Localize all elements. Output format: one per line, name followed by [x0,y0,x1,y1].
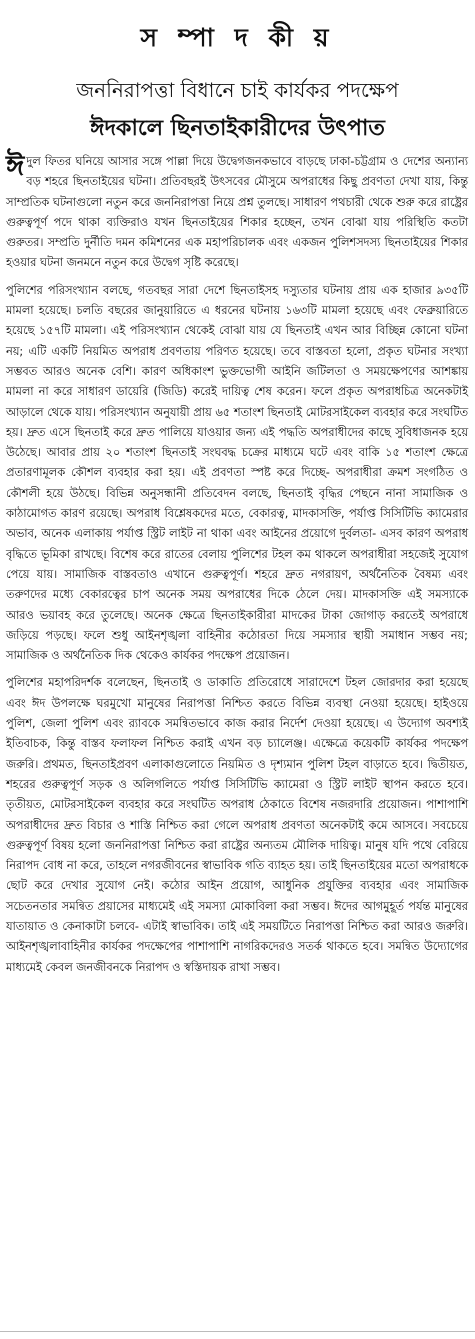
article-body [6,149,468,978]
article-paragraph: ঈদুল ফিতর ঘনিয়ে আসার সঙ্গে পাল্লা দিয়ে উদ্বেগজনকভাবে বাড়ছে ঢাকা-চট্টগ্রাম ও দেশের অন্যান্য বড় শহরে ছিনতাইয়ের ঘটনা। প্রতিবছরই উৎসবের মৌসুমে অপরাধের কিছু প্রবণতা দেখা যায়, কিন্তু সাম্প্রতিক ঘটনাগুলো নতুন করে জননিরাপত্তা নিয়ে প্রশ্ন তুলছে। সাধারণ পথচারী থেকে শুরু করে রাষ্ট্রের গুরুত্বপূর্ণ পদে থাকা ব্যক্তিরাও যখন ছিনতাইয়ের শিকার হচ্ছেন, তখন বোঝা যায় পরিস্থিতি কতটা গুরুতর। সম্প্রতি দুর্নীতি দমন কমিশনের এক মহাপরিচালক এবং একজন পুলিশসদস্য ছিনতাইয়ের শিকার হওয়ার ঘটনা জনমনে নতুন করে উদ্বেগ সৃষ্টি করেছে। [6,149,468,270]
subheadline: ঈদকালে ছিনতাইকারীদের উৎপাত [90,116,385,141]
bottom-divider [0,1331,475,1332]
section-label: স ম্পা দ কী য় [140,23,335,52]
headline: জননিরাপত্তা বিধানে চাই কার্যকর পদক্ষেপ [76,78,399,102]
article-paragraph: পুলিশের মহাপরিদর্শক বলেছেন, ছিনতাই ও ডাকাতি প্রতিরোধে সারাদেশে টহল জোরদার করা হয়েছে এবং ঈদ উপলক্ষে ঘরমুখো মানুষের নিরাপত্তা নিশ্চিত করতে বিভিন্ন ব্যবস্থা নেওয়া হয়েছে। হাইওয়ে পুলিশ, জেলা পুলিশ এবং র‌্যাবকে সমন্বিতভাবে কাজ করার নির্দেশ দেওয়া হয়েছে। এ উদ্যোগ অবশ্যই ইতিবাচক, কিন্তু বাস্তব ফলাফল নিশ্চিত করাই এখন বড় চ্যালেঞ্জ। এক্ষেত্রে কয়েকটি কার্যকর পদক্ষেপ জরুরি। প্রথমত, ছিনতাইপ্রবণ এলাকাগুলোতে নিয়মিত ও দৃশ্যমান পুলিশ টহল বাড়াতে হবে। দ্বিতীয়ত, শহরের গুরুত্বপূর্ণ সড়ক ও অলিগলিতে পর্যাপ্ত সিসিটিভি ক্যামেরা ও স্ট্রিট লাইট স্থাপন করতে হবে। তৃতীয়ত, মোটরসাইকেল ব্যবহার করে সংঘটিত অপরাধ ঠেকাতে বিশেষ নজরদারি প্রয়োজন। পাশাপাশি অপরাধীদের দ্রুত বিচার ও শাস্তি নিশ্চিত করা গেলে অপরাধ প্রবণতা অনেকটাই কমে আসবে। সবচেয়ে গুরুত্বপূর্ণ বিষয় হলো জননিরাপত্তা নিশ্চিত করা রাষ্ট্রের অন্যতম মৌলিক দায়িত্ব। মানুষ যদি পথে বেরিয়ে নিরাপদ বোধ না করে, তাহলে নগরজীবনের স্বাভাবিক গতি ব্যাহত হয়। তাই ছিনতাইয়ের মতো অপরাধকে ছোট করে দেখার সুযোগ নেই। কঠোর আইন প্রয়োগ, আধুনিক প্রযুক্তির ব্যবহার এবং সামাজিক সচেতনতার সমন্বিত প্রয়াসের মাধ্যমেই এই সমস্যা মোকাবিলা করা সম্ভব। ঈদের আগমুহূর্ত পর্যন্ত মানুষের যাতায়াত ও কেনাকাটা চলবে- এটাই স্বাভাবিক। তাই এই সময়টিতে নিরাপত্তা নিশ্চিত করা আরও জরুরি। আইনশৃঙ্খলাবাহিনীর কার্যকর পদক্ষেপের পাশাপাশি নাগরিকদেরও সতর্ক থাকতে হবে। সমন্বিত উদ্যোগের মাধ্যমেই কেবল জনজীবনকে নিরাপদ ও স্বস্তিদায়ক রাখা সম্ভব। [6,676,468,974]
article-paragraph: পুলিশের পরিসংখ্যান বলছে, গতবছর সারা দেশে ছিনতাইসহ দস্যুতার ঘটনায় প্রায় এক হাজার ৯৩৫টি মামলা হয়েছে। চলতি বছরের জানুয়ারিতে এ ধরনের ঘটনায় ১৬৩টি মামলা হয়েছে এবং ফেব্রুয়ারিতে হয়েছে ১৫৭টি মামলা। এই পরিসংখ্যান থেকেই বোঝা যায় যে ছিনতাই এখন আর বিচ্ছিন্ন কোনো ঘটনা নয়; এটি একটি নিয়মিত অপরাধ প্রবণতায় পরিণত হয়েছে। তবে বাস্তবতা হলো, প্রকৃত ঘটনার সংখ্যা সম্ভবত আরও অনেক বেশি। কারণ অধিকাংশ ভুক্তভোগী আইনি জটিলতা ও সময়ক্ষেপণের আশঙ্কায় মামলা না করে সাধারণ ডায়েরি (জিডি) করেই দায়িত্ব শেষ করেন। ফলে প্রকৃত অপরাধচিত্র অনেকটাই আড়ালে থেকে যায়। পরিসংখ্যান অনুযায়ী প্রায় ৬৫ শতাংশ ছিনতাই মোটরসাইকেল ব্যবহার করে সংঘটিত হয়। দ্রুত এসে ছিনতাই করে দ্রুত পালিয়ে যাওয়ার জন্য এই পদ্ধতি অপরাধীদের কাছে সুবিধাজনক হয়ে উঠেছে। আবার প্রায় ২০ শতাংশ ছিনতাই সংঘবদ্ধ চক্রের মাধ্যমে ঘটে এবং বাকি ১৫ শতাংশ ক্ষেত্রে প্রতারণামূলক কৌশল ব্যবহার করা হয়। এই প্রবণতা স্পষ্ট করে দিচ্ছে- অপরাধীরা ক্রমশ সংগঠিত ও কৌশলী হয়ে উঠছে। বিভিন্ন অনুসন্ধানী প্রতিবেদন বলছে, ছিনতাই বৃদ্ধির পেছনে নানা সামাজিক ও কাঠামোগত কারণ রয়েছে। অপরাধ বিশ্লেষকদের মতে, বেকারত্ব, মাদকাসক্তি, পর্যাপ্ত সিসিটিভি ক্যামেরার অভাব, অনেক এলাকায় পর্যাপ্ত স্ট্রিট লাইট না থাকা এবং আইনের প্রয়োগে দুর্বলতা- এসব কারণ অপরাধ বৃদ্ধিতে ভূমিকা রাখছে। বিশেষ করে রাতের বেলায় পুলিশের টহল কম থাকলে অপরাধীরা সহজেই সুযোগ পেয়ে যায়। সামাজিক বাস্তবতাও এখানে গুরুত্বপূর্ণ। শহরে দ্রুত নগরায়ণ, অর্থনৈতিক বৈষম্য এবং তরুণদের মধ্যে বেকারত্বের চাপ অনেক সময় অপরাধের দিকে ঠেলে দেয়। মাদকাসক্তি এই সমস্যাকে আরও ভয়াবহ করে তুলেছে। অনেক ক্ষেত্রে ছিনতাইকারীরা মাদকের টাকা জোগাড় করতেই অপরাধে জড়িয়ে পড়ছে। ফলে শুধু আইনশৃঙ্খলা বাহিনীর কঠোরতা দিয়ে সমস্যার স্থায়ী সমাধান সম্ভব নয়; সামাজিক ও অর্থনৈতিক দিক থেকেও কার্যকর পদক্ষেপ প্রয়োজন। [6,283,468,663]
